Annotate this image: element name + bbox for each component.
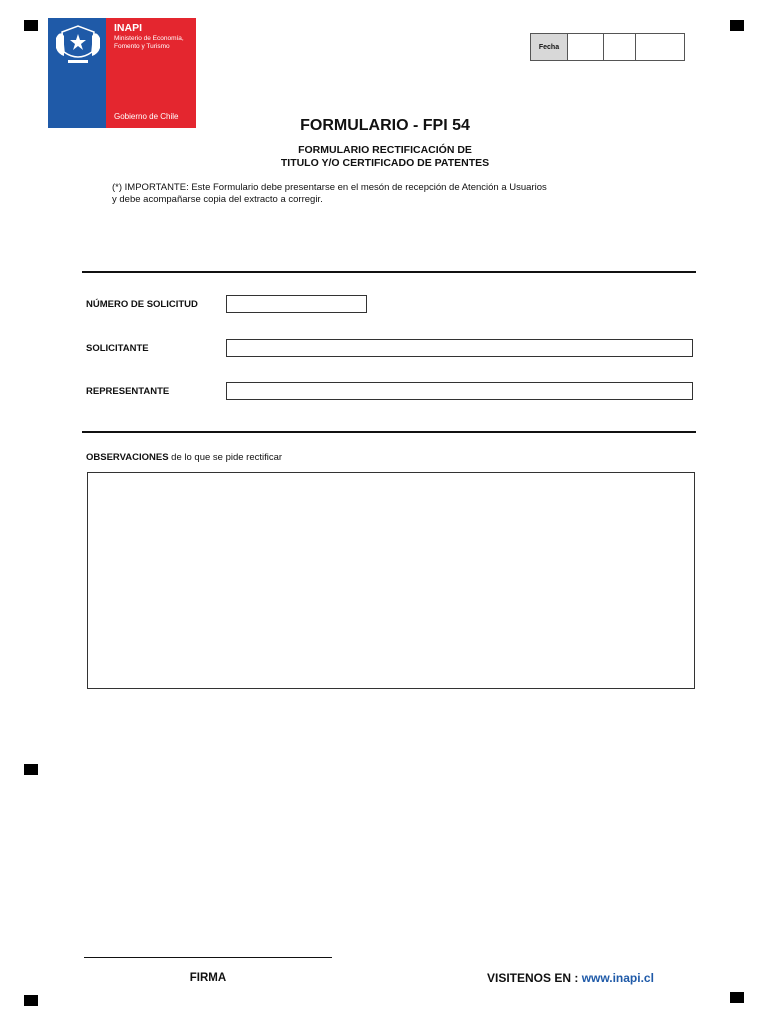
section-divider-top [82, 271, 696, 273]
representante-field[interactable] [226, 382, 693, 400]
form-subtitle [0, 144, 770, 170]
firma-label: FIRMA [189, 972, 227, 984]
visit-url-link[interactable]: www.inapi.cl [581, 971, 654, 985]
solicitante-label: SOLICITANTE [86, 343, 149, 354]
form-subtitle-line-1: FORMULARIO RECTIFICACIÓN DE [298, 144, 472, 156]
visit-text [487, 971, 654, 985]
section-divider-bottom [82, 431, 696, 433]
observaciones-label [86, 452, 282, 463]
important-note-line-1: (*) IMPORTANTE: Este Formulario debe presentarse en el mesón de recepción de Atención a Usuarios [112, 182, 547, 193]
registration-mark-bottom-right [730, 992, 744, 1003]
solicitante-field[interactable] [226, 339, 693, 357]
date-label: Fecha [530, 33, 568, 61]
observaciones-field[interactable] [87, 472, 695, 689]
registration-mark-bottom-left [24, 995, 38, 1006]
form-title: FORMULARIO - FPI 54 [300, 117, 470, 134]
numero-solicitud-label: NÚMERO DE SOLICITUD [86, 299, 198, 310]
inapi-logo [48, 18, 196, 128]
observaciones-label-rest: de lo que se pide rectificar [168, 452, 283, 463]
registration-mark-top-right [730, 20, 744, 31]
coat-of-arms-icon [54, 22, 102, 66]
logo-government-text: Gobierno de Chile [114, 112, 179, 121]
signature-line [84, 957, 332, 958]
date-box [530, 33, 685, 61]
observaciones-label-bold: OBSERVACIONES [86, 452, 169, 463]
important-note-line-2: y debe acompañarse copia del extracto a corregir. [112, 194, 323, 205]
form-subtitle-line-2: TITULO Y/O CERTIFICADO DE PATENTES [280, 157, 490, 169]
representante-label: REPRESENTANTE [86, 386, 170, 397]
important-note [112, 182, 672, 206]
numero-solicitud-field[interactable] [226, 295, 367, 313]
date-month-field[interactable] [604, 33, 636, 61]
logo-ministry-text: Ministerio de Economía, Fomento y Turismo [114, 35, 184, 50]
visit-prefix: VISITENOS EN : [487, 971, 582, 985]
date-year-field[interactable] [636, 33, 685, 61]
date-day-field[interactable] [568, 33, 604, 61]
registration-mark-top-left [24, 20, 38, 31]
logo-inapi-text: INAPI [114, 22, 143, 34]
registration-mark-mid-left [24, 764, 38, 775]
